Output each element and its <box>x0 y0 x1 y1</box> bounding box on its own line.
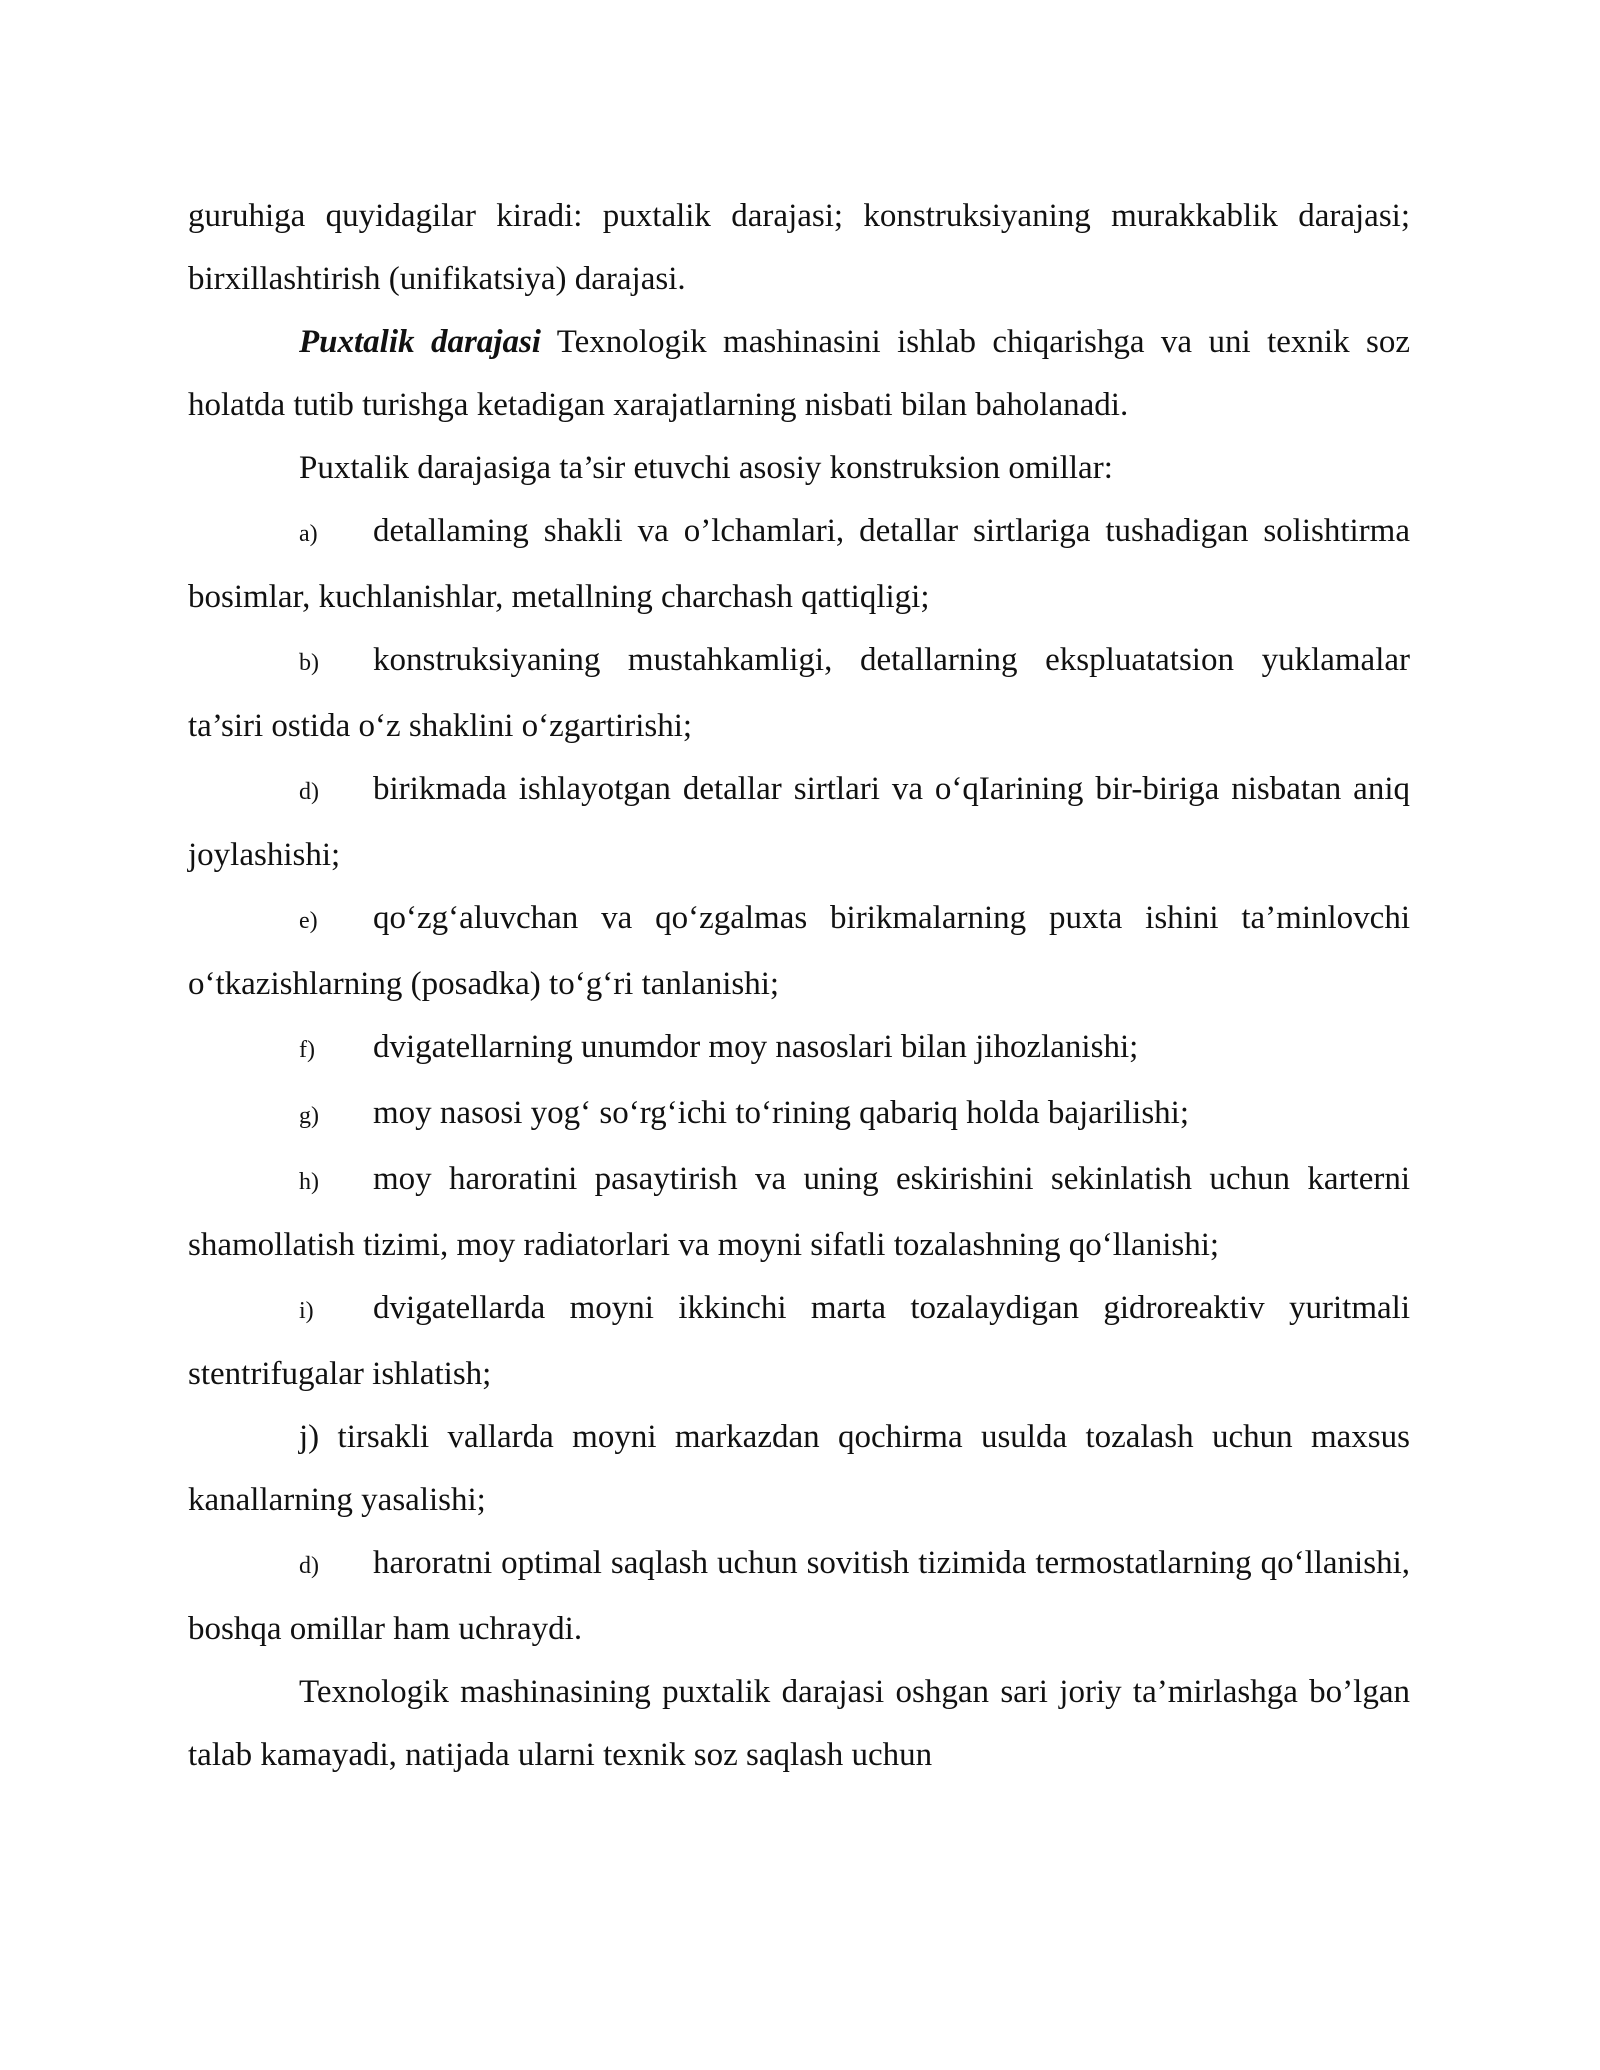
list-marker: f) <box>299 1037 315 1063</box>
list-item <box>188 500 1410 629</box>
list-item-text: moy nasosi yog‘ so‘rg‘ichi to‘rining qabariq holda bajarilishi; <box>373 1095 1189 1131</box>
paragraph-definition <box>188 311 1410 437</box>
list-marker: d) <box>299 779 319 805</box>
list-item <box>188 887 1410 1016</box>
list-item <box>188 1406 1410 1532</box>
list-item-text: detallaming shakli va o’lchamlari, detallar sirtlariga tushadigan solishtirma bosimlar, kuchlanishlar, metallning charchash qattiqligi; <box>188 513 1410 615</box>
paragraph-intro: guruhiga quyidagilar kiradi: puxtalik darajasi; konstruksiyaning murakkablik darajasi; birxillashtirish (unifikatsiya) darajasi. <box>188 198 1410 297</box>
paragraph-conclusion: Texnologik mashinasining puxtalik darajasi oshgan sari joriy ta’mirlashga bo’lgan talab kamayadi, natijada ularni texnik soz saqlash uchun <box>188 1674 1410 1773</box>
definition-text: Texnologik mashinasini ishlab chiqarishga va uni texnik soz holatda tutib turishga ketadigan xarajatlarning nisbati bilan baholanadi. <box>188 324 1410 423</box>
list-item-text: dvigatellarning unumdor moy nasoslari bilan jihozlanishi; <box>373 1029 1139 1065</box>
list-item-text: qo‘zg‘aluvchan va qo‘zgalmas birikmalarning puxta ishini ta’minlovchi o‘tkazishlarning (posadka) to‘g‘ri tanlanishi; <box>188 900 1410 1002</box>
list-marker: a) <box>299 521 318 547</box>
list-marker: b) <box>299 650 319 676</box>
list-marker: i) <box>299 1298 314 1324</box>
list-item <box>188 1148 1410 1277</box>
list-item-text: dvigatellarda moyni ikkinchi marta tozalaydigan gidroreaktiv yuritmali stentrifugalar ishlatish; <box>188 1290 1410 1392</box>
list-item-text: moy haroratini pasaytirish va uning eskirishini sekinlatish uchun karterni shamollatish tizimi, moy radiatorlari va moyni sifatli tozalashning qo‘llanishi; <box>188 1161 1410 1263</box>
list-marker: g) <box>299 1103 319 1129</box>
list-item <box>188 1277 1410 1406</box>
list-item-text: konstruksiyaning mustahkamligi, detallarning ekspluatatsion yuklamalar ta’siri ostida o‘z shaklini o‘zgartirishi; <box>188 642 1410 744</box>
list-marker: d) <box>299 1553 319 1579</box>
paragraph-factors-heading: Puxtalik darajasiga ta’sir etuvchi asosiy konstruksion omillar: <box>299 450 1113 486</box>
list-marker: e) <box>299 908 318 934</box>
list-marker: h) <box>299 1169 319 1195</box>
document-page <box>188 185 1410 1787</box>
term-puxtalik-darajasi: Puxtalik darajasi <box>299 324 541 360</box>
list-item <box>188 1532 1410 1661</box>
list-item <box>188 1016 1410 1082</box>
list-item-text: j) tirsakli vallarda moyni markazdan qochirma usulda tozalash uchun maxsus kanallarning yasalishi; <box>188 1419 1410 1518</box>
list-item-text: birikmada ishlayotgan detallar sirtlari va o‘qIarining bir-biriga nisbatan aniq joylashishi; <box>188 771 1410 873</box>
list-item <box>188 1082 1410 1148</box>
list-item <box>188 758 1410 887</box>
list-item <box>188 629 1410 758</box>
list-item-text: haroratni optimal saqlash uchun sovitish tizimida termostatlarning qo‘llanishi, boshqa omillar ham uchraydi. <box>188 1545 1410 1647</box>
